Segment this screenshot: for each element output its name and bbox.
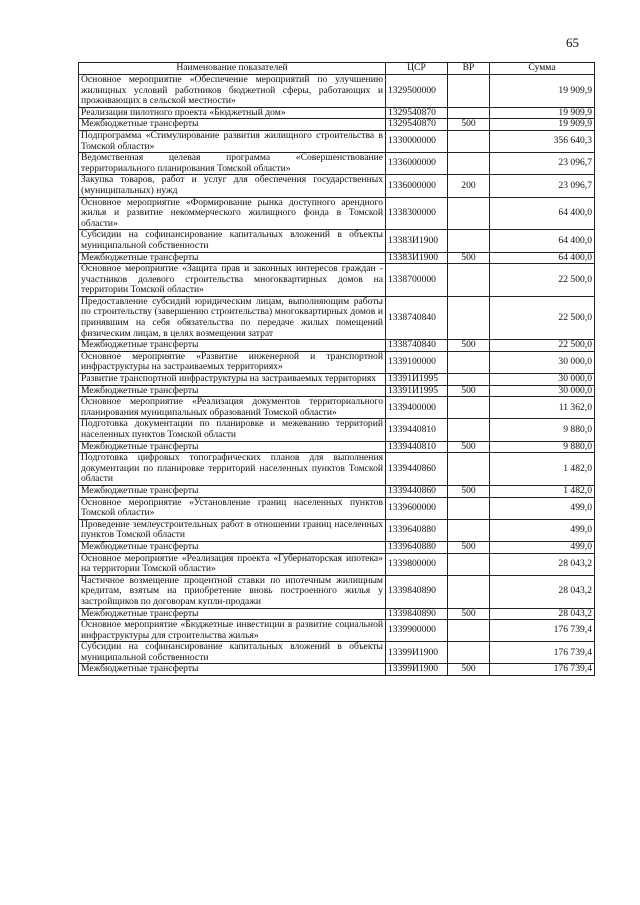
cell-name: Межбюджетные трансферты [79, 385, 386, 397]
cell-csr: 13391И1995 [386, 385, 448, 397]
table-row [79, 175, 595, 197]
table-row [79, 230, 595, 252]
table-row [79, 419, 595, 441]
cell-name: Развитие транспортной инфраструктуры на застраиваемых территориях [79, 374, 386, 386]
cell-vr [448, 519, 490, 541]
cell-csr: 1339900000 [386, 620, 448, 642]
table-row [79, 296, 595, 339]
cell-sum: 176 739,4 [490, 642, 595, 664]
cell-vr [448, 75, 490, 108]
cell-sum: 9 880,0 [490, 441, 595, 453]
cell-csr: 1329500000 [386, 75, 448, 108]
cell-csr: 1338700000 [386, 264, 448, 297]
cell-vr: 500 [448, 441, 490, 453]
cell-csr: 1330000000 [386, 130, 448, 152]
cell-name: Основное мероприятие «Формирование рынка доступного арендного жилья и развитие некоммерческого жилищного фонда в Томской области» [79, 197, 386, 230]
cell-name: Основное мероприятие «Развитие инженерной и транспортной инфраструктуры на застраиваемых территориях» [79, 351, 386, 373]
cell-sum: 23 096,7 [490, 153, 595, 175]
table-row [79, 541, 595, 553]
cell-sum: 1 482,0 [490, 453, 595, 486]
cell-vr: 500 [448, 608, 490, 620]
table-row [79, 608, 595, 620]
table-row [79, 351, 595, 373]
cell-csr: 1339100000 [386, 351, 448, 373]
table-row [79, 264, 595, 297]
cell-name: Межбюджетные трансферты [79, 252, 386, 264]
cell-vr [448, 107, 490, 119]
table-row [79, 153, 595, 175]
cell-sum: 22 500,0 [490, 296, 595, 339]
cell-vr [448, 197, 490, 230]
cell-name: Субсидии на софинансирование капитальных вложений в объекты муниципальной собственности [79, 230, 386, 252]
cell-sum: 356 640,3 [490, 130, 595, 152]
cell-name: Основное мероприятие «Бюджетные инвестиции в развитие социальной инфраструктуры для строительства жилья» [79, 620, 386, 642]
table-row [79, 441, 595, 453]
cell-name: Основное мероприятие «Обеспечение мероприятий по улучшению жилищных условий работников бюджетной сферы, работающих и проживающих в сельской местности» [79, 75, 386, 108]
cell-csr: 1329540870 [386, 119, 448, 131]
cell-sum: 22 500,0 [490, 340, 595, 352]
table-row [79, 664, 595, 676]
cell-vr: 200 [448, 175, 490, 197]
cell-vr [448, 397, 490, 419]
cell-name: Межбюджетные трансферты [79, 541, 386, 553]
cell-name: Основное мероприятие «Защита прав и законных интересов граждан - участников долевого строительства многоквартирных домов на территории Томской области» [79, 264, 386, 297]
cell-csr: 13399И1900 [386, 664, 448, 676]
cell-sum: 28 043,2 [490, 608, 595, 620]
table-row [79, 75, 595, 108]
table-row [79, 620, 595, 642]
cell-sum: 22 500,0 [490, 264, 595, 297]
cell-name: Предоставление субсидий юридическим лицам, выполняющим работы по строительству (завершению строительства) многоквартирных домов и принявшим на себя обязательства по передаче жилых помещений физическим лицам, в целях возмещения затрат [79, 296, 386, 339]
cell-csr: 1336000000 [386, 153, 448, 175]
cell-vr: 500 [448, 485, 490, 497]
cell-vr [448, 230, 490, 252]
cell-sum: 30 000,0 [490, 385, 595, 397]
table-row [79, 119, 595, 131]
cell-csr: 13383И1900 [386, 252, 448, 264]
cell-sum: 64 400,0 [490, 252, 595, 264]
cell-sum: 23 096,7 [490, 175, 595, 197]
cell-csr: 13383И1900 [386, 230, 448, 252]
cell-csr: 13391И1995 [386, 374, 448, 386]
cell-csr: 1339440810 [386, 419, 448, 441]
cell-name: Подготовка документации по планировке и межеванию территорий населенных пунктов Томской области [79, 419, 386, 441]
cell-csr: 1339640880 [386, 519, 448, 541]
cell-sum: 499,0 [490, 541, 595, 553]
cell-csr: 1338740840 [386, 340, 448, 352]
cell-name: Межбюджетные трансферты [79, 340, 386, 352]
table-row [79, 497, 595, 519]
cell-name: Межбюджетные трансферты [79, 485, 386, 497]
table-row [79, 397, 595, 419]
table-row [79, 385, 595, 397]
cell-vr [448, 453, 490, 486]
budget-table [78, 62, 595, 676]
cell-vr [448, 642, 490, 664]
cell-vr [448, 497, 490, 519]
cell-csr: 1339800000 [386, 553, 448, 575]
cell-sum: 9 880,0 [490, 419, 595, 441]
cell-sum: 30 000,0 [490, 374, 595, 386]
table-row [79, 575, 595, 608]
cell-name: Межбюджетные трансферты [79, 664, 386, 676]
cell-vr [448, 575, 490, 608]
cell-csr: 1339640880 [386, 541, 448, 553]
cell-sum: 28 043,2 [490, 553, 595, 575]
table-row [79, 107, 595, 119]
cell-sum: 499,0 [490, 519, 595, 541]
table-row [79, 197, 595, 230]
table-row [79, 485, 595, 497]
table-row [79, 374, 595, 386]
page-number: 65 [566, 35, 579, 50]
cell-vr [448, 620, 490, 642]
cell-sum: 19 909,9 [490, 107, 595, 119]
cell-name: Межбюджетные трансферты [79, 119, 386, 131]
header-sum: Сумма [490, 63, 595, 75]
cell-sum: 19 909,9 [490, 119, 595, 131]
cell-name: Основное мероприятие «Реализация документов территориального планирования муниципальных образований Томской области» [79, 397, 386, 419]
table-header-row [79, 63, 595, 75]
cell-sum: 30 000,0 [490, 351, 595, 373]
cell-csr: 1339840890 [386, 575, 448, 608]
cell-name: Основное мероприятие «Установление границ населенных пунктов Томской области» [79, 497, 386, 519]
cell-csr: 1339600000 [386, 497, 448, 519]
header-vr: ВР [448, 63, 490, 75]
cell-sum: 28 043,2 [490, 575, 595, 608]
cell-name: Межбюджетные трансферты [79, 441, 386, 453]
cell-name: Подготовка цифровых топографических планов для выполнения документации по планировке территорий населенных пунктов Томской области [79, 453, 386, 486]
table-row [79, 130, 595, 152]
cell-vr [448, 419, 490, 441]
cell-csr: 1329540870 [386, 107, 448, 119]
cell-name: Закупка товаров, работ и услуг для обеспечения государственных (муниципальных) нужд [79, 175, 386, 197]
cell-vr [448, 264, 490, 297]
cell-sum: 19 909,9 [490, 75, 595, 108]
cell-name: Основное мероприятие «Реализация проекта «Губернаторская ипотека» на территории Томской области» [79, 553, 386, 575]
cell-name: Межбюджетные трансферты [79, 608, 386, 620]
cell-csr: 1338300000 [386, 197, 448, 230]
cell-csr: 1338740840 [386, 296, 448, 339]
cell-csr: 1339400000 [386, 397, 448, 419]
cell-vr: 500 [448, 119, 490, 131]
cell-sum: 499,0 [490, 497, 595, 519]
cell-vr: 500 [448, 664, 490, 676]
table-row [79, 553, 595, 575]
cell-csr: 1339440810 [386, 441, 448, 453]
table-row [79, 252, 595, 264]
cell-vr: 500 [448, 385, 490, 397]
cell-sum: 176 739,4 [490, 664, 595, 676]
cell-vr: 500 [448, 340, 490, 352]
header-name: Наименование показателей [79, 63, 386, 75]
cell-csr: 1339440860 [386, 485, 448, 497]
cell-vr [448, 553, 490, 575]
cell-vr: 500 [448, 252, 490, 264]
cell-sum: 1 482,0 [490, 485, 595, 497]
cell-sum: 176 739,4 [490, 620, 595, 642]
cell-csr: 13399И1900 [386, 642, 448, 664]
cell-vr [448, 351, 490, 373]
cell-sum: 64 400,0 [490, 230, 595, 252]
cell-name: Ведомственная целевая программа «Совершенствование территориального планирования Томской области» [79, 153, 386, 175]
table-row [79, 453, 595, 486]
cell-vr [448, 153, 490, 175]
cell-sum: 64 400,0 [490, 197, 595, 230]
cell-vr [448, 374, 490, 386]
table-row [79, 642, 595, 664]
cell-vr [448, 130, 490, 152]
cell-vr: 500 [448, 541, 490, 553]
cell-csr: 1339840890 [386, 608, 448, 620]
cell-name: Подпрограмма «Стимулирование развития жилищного строительства в Томской области» [79, 130, 386, 152]
cell-vr [448, 296, 490, 339]
table-row [79, 340, 595, 352]
cell-csr: 1336000000 [386, 175, 448, 197]
cell-name: Субсидии на софинансирование капитальных вложений в объекты муниципальной собственности [79, 642, 386, 664]
cell-csr: 1339440860 [386, 453, 448, 486]
cell-name: Проведение землеустроительных работ в отношении границ населенных пунктов Томской области [79, 519, 386, 541]
cell-name: Частичное возмещение процентной ставки по ипотечным жилищным кредитам, взятым на приобретение вновь построенного жилья у застройщиков по договорам купли-продажи [79, 575, 386, 608]
header-csr: ЦСР [386, 63, 448, 75]
cell-name: Реализация пилотного проекта «Бюджетный дом» [79, 107, 386, 119]
table-row [79, 519, 595, 541]
cell-sum: 11 362,0 [490, 397, 595, 419]
